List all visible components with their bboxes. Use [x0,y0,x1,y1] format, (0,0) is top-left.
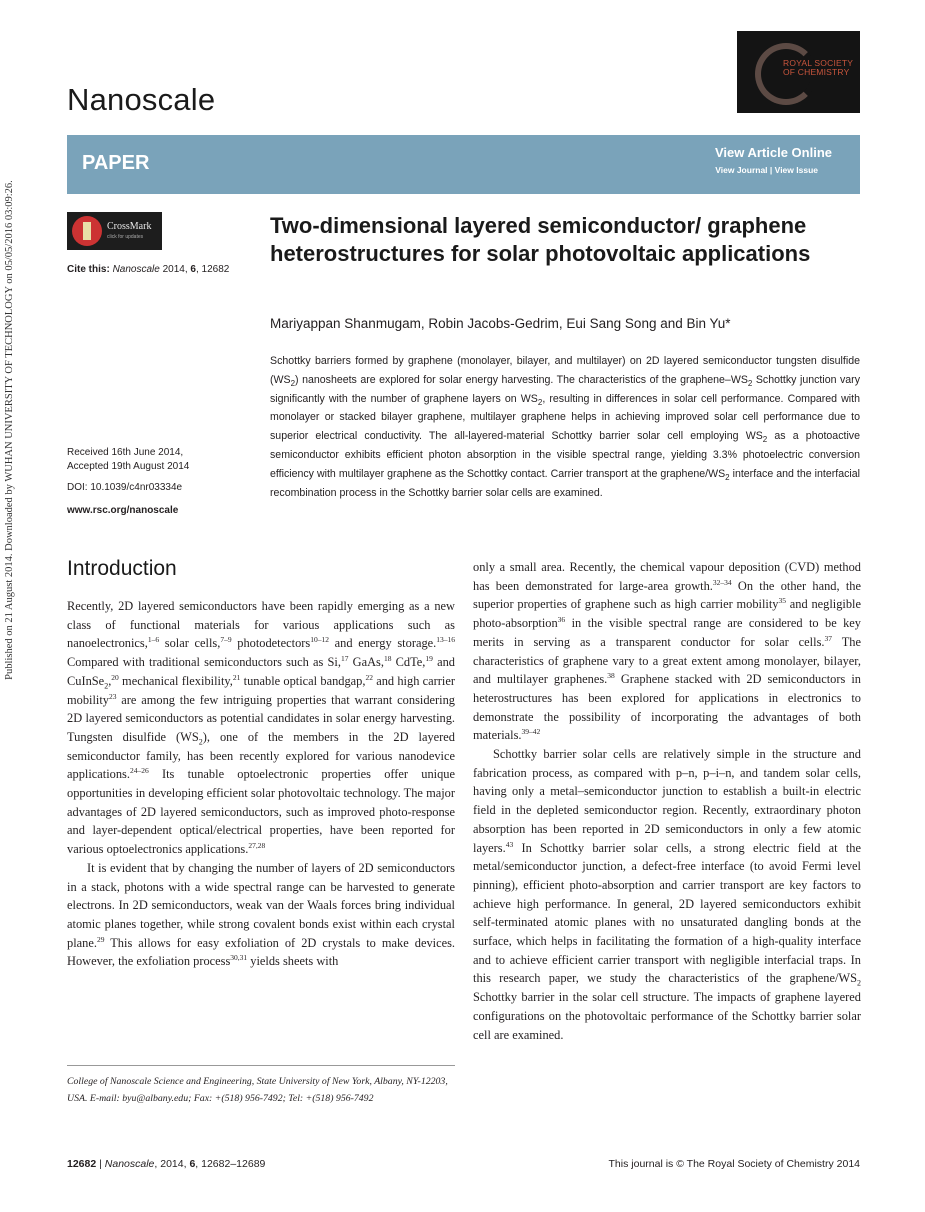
rsc-logo[interactable] [737,31,860,113]
article-type-bar [67,135,860,194]
cite-page: 12682 [201,264,230,275]
section-heading-introduction: Introduction [67,557,177,580]
doi[interactable]: DOI: 10.1039/c4nr03334e [67,482,183,493]
footnote-divider [67,1065,455,1066]
paragraph: Schottky barrier solar cells are relatively simple in the structure and fabrication process, as compared with p–n, p–i–n, and tandem solar cells, having only a metal–semiconductor junction to establish a built-in electric field in the depleted semiconductor region. Recently, extraordinary photon absorption has been reported in 2D semiconductors in only a few atomic layers.$^{43}$ In Schottky barrier solar cells, a strong electric field at the metal/semiconductor junction, a defect-free interface (to avoid Fermi level pinning), efficient photo-absorption and carrier transport are key factors to achieve high performance. In general, 2D layered semiconductors exhibit self-terminated atomic planes with no unsaturated dangling bonds at the surface, which helps in facilitating the formation of a high-quality interface and to achieve efficient carrier transport with negligible interfacial traps. In this research paper, we study the characteristics of the graphene/$WS_2$ Schottky barrier in the solar cell structure. The impacts of graphene layered configurations on the photovoltaic performance of the Schottky barrier solar cell are examined. [473,747,861,1042]
crossmark-name: CrossMark [107,221,152,232]
copyright-notice: This journal is © The Royal Society of Chemistry 2014 [608,1158,860,1170]
paragraph: Recently, 2D layered semiconductors have been rapidly emerging as a new class of functional materials for various applications such as nanoelectronics,$^{1-6}$ solar cells,$^{7-9}$ photodetectors$^{10-12}$ and energy storage.$^{13-16}$ Compared with traditional semiconductors such as Si,$^{17}$ GaAs,$^{18}$ CdTe,$^{19}$ and CuInSe$_2$,$^{20}$ mechanical flexibility,$^{21}$ tunable optical bandgap,$^{22}$ and high carrier mobility$^{23}$ are among the few intriguing properties that warrant considering 2D layered semiconductors as potential candidates in solar energy harvesting. Tungsten disulfide $(WS_2)$, one of the members in the 2D layered semiconductor family, has been recently explored for various nanodevice applications.$^{24-26}$ Its tunable optoelectronic properties offer unique opportunities in developing efficient solar photovoltaic technology. The major advantages of 2D layered semiconductors, such as improved photo-response and layer-dependent optical/electrical properties, have been reported for various optoelectronics applications.$^{27,28}$ [67,599,455,857]
cite-journal: Nanoscale [112,264,160,275]
view-links [715,165,818,175]
journal-website-link[interactable]: www.rsc.org/nanoscale [67,505,179,516]
crossmark-icon [72,216,102,246]
accepted-date: Accepted 19th August 2014 [67,461,190,472]
citation: Cite this: Nanoscale 2014, 6, 12682 [67,264,230,275]
cite-label: Cite this: [67,264,110,275]
page-footer-left: 12682 | Nanoscale, 2014, 6, 12682–12689 [67,1158,266,1170]
view-journal-link[interactable]: View Journal [715,165,768,175]
rsc-logo-text: ROYAL SOCIETY OF CHEMISTRY [783,58,853,77]
download-stamp-text: Published on 21 August 2014. Downloaded by WUHAN UNIVERSITY OF TECHNOLOGY on 05/05/2016 03:09:26. [4,180,15,680]
view-article-online-link[interactable]: View Article Online [714,145,832,160]
crossmark-sub: click for updates [107,234,144,240]
article-title: Two-dimensional layered semiconductor/ graphene heterostructures for solar photovoltaic applications [270,213,811,266]
body-column-right [473,558,861,1044]
cite-volume: 6 [190,264,196,275]
received-dates [67,446,189,474]
cite-year: 2014, [162,264,188,275]
author-list: Mariyappan Shanmugam, Robin Jacobs-Gedrim, Eui Sang Song and Bin Yu* [270,316,731,331]
download-stamp [4,160,20,700]
body-column-left [67,597,455,971]
received-date: Received 16th June 2014, [67,447,184,458]
page-number: 12682 [67,1158,97,1170]
abstract: Schottky barriers formed by graphene (monolayer, bilayer, and multilayer) on 2D layered semiconductor tungsten disulfide $(WS_2)$ nanosheets are explored for solar energy harvesting. The characteristics of the graphene–$WS_2$ Schottky junction vary significantly with the number of graphene layers on $WS_2$, resulting in differences in solar cell performance. Compared with monolayer or stacked bilayer graphene, multilayer graphene helps in achieving improved solar cell performance due to superior electrical conductivity. The all-layered-material Schottky barrier solar cell employing $WS_2$ as a photoactive semiconductor exhibits efficient photon absorption in the visible spectral range, yielding 3.3% photoelectric conversion efficiency with multilayer graphene as the Schottky contact. Carrier transport at the graphene/$WS_2$ interface and the interfacial recombination process in the Schottky barrier solar cells are examined. [270,355,860,499]
view-links-separator: | [769,165,773,175]
author-affiliation: College of Nanoscale Science and Engineering, State University of New York, Albany, NY-12203, USA. E-mail: byu@albany.edu; Fax: +(518) 956-7492; Tel: +(518) 956-7492 [67,1076,448,1104]
paragraph: It is evident that by changing the number of layers of 2D semiconductors in a stack, photons with a wide spectral range can be harvested to generate electrons. In 2D semiconductors, weak van der Waals forces bring individual atomic planes together, while strong covalent bonds exist within each crystal plane.$^{29}$ This allows for easy exfoliation of 2D crystals to make devices. However, the exfoliation process$^{30,31}$ yields sheets with [67,860,455,969]
crossmark-badge[interactable] [67,212,162,250]
view-issue-link[interactable]: View Issue [774,165,818,175]
journal-title: Nanoscale [67,82,216,117]
paragraph: only a small area. Recently, the chemical vapour deposition (CVD) method has been demonstrated for large-area growth.$^{32-34}$ On the other hand, the superior properties of graphene such as high carrier mobility$^{35}$ and negligible photo-absorption$^{36}$ in the visible spectral range are considered to be key merits in serving as a transparent conductor for solar cells.$^{37}$ The characteristics of graphene vary to a great extent among monolayer, bilayer, and multilayer graphenes.$^{38}$ Graphene stacked with 2D semiconductors in heterostructures has been explored for applications in electronics to demonstrate the possibility of incorporating the advantages of both materials.$^{39-42}$ [473,560,862,743]
article-type-label: PAPER [82,152,150,174]
footer-journal: Nanoscale [104,1158,155,1170]
